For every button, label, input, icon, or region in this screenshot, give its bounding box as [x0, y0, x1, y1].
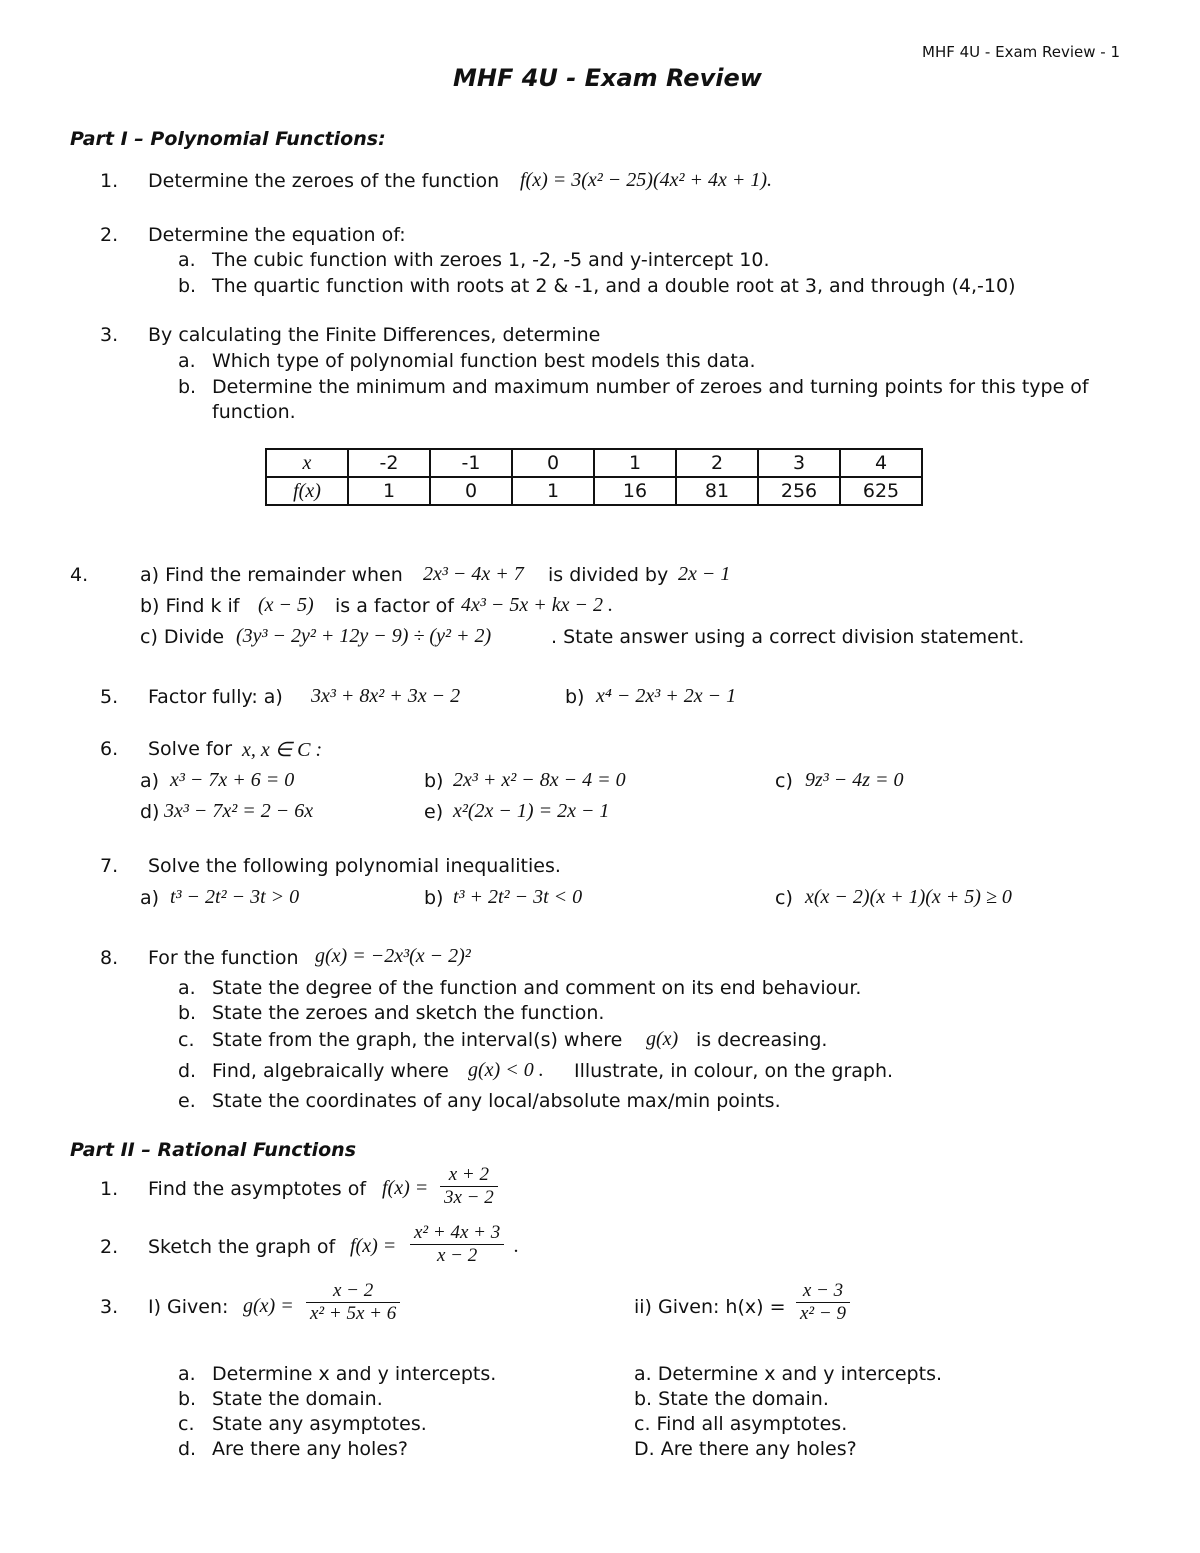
- q4c-text2: . State answer using a correct division statement.: [551, 626, 1025, 648]
- p2-q3-right-b: b. State the domain.: [634, 1388, 829, 1410]
- p2-q3-left-b-label: b.: [178, 1388, 197, 1410]
- p2-q2-fraction: [410, 1222, 504, 1267]
- q4-number: 4.: [70, 564, 89, 586]
- q6d-label: d): [140, 801, 160, 823]
- p2-q2-number: 2.: [100, 1236, 119, 1258]
- p2-q3-ii-fraction: [796, 1280, 850, 1325]
- table-cell: 3: [758, 449, 840, 477]
- q6a-label: a): [140, 770, 160, 792]
- q4a-text: a) Find the remainder when: [140, 564, 403, 586]
- q5a-math: 3x³ + 8x² + 3x − 2: [311, 685, 461, 707]
- q5b-label: b): [565, 686, 585, 708]
- table-cell: 625: [840, 477, 922, 505]
- q8d-label: d.: [178, 1060, 197, 1082]
- part1-heading: Part I – Polynomial Functions:: [70, 128, 386, 150]
- q7a-label: a): [140, 887, 160, 909]
- table-cell: 81: [676, 477, 758, 505]
- q5-text: Factor fully: a): [148, 686, 283, 708]
- p2-q3-i-fraction: [306, 1280, 400, 1325]
- q7b-math: t³ + 2t² − 3t < 0: [453, 886, 583, 908]
- table-cell: x: [266, 449, 348, 477]
- table-cell: -1: [430, 449, 512, 477]
- q4b-math1: (x − 5): [258, 594, 314, 616]
- q4b-text2: is a factor of: [335, 595, 454, 617]
- q7a-math: t³ − 2t² − 3t > 0: [170, 886, 300, 908]
- p2-q3-right-c: c. Find all asymptotes.: [634, 1413, 848, 1435]
- q2b-label: b.: [178, 275, 197, 297]
- q2-text: Determine the equation of:: [148, 224, 406, 246]
- fraction-numerator: x² + 4x + 3: [414, 1222, 501, 1243]
- q8c-math: g(x): [646, 1028, 679, 1050]
- q1-math: f(x) = 3(x² − 25)(4x² + 4x + 1).: [520, 169, 773, 191]
- table-cell: 2: [676, 449, 758, 477]
- p2-q2-period: .: [514, 1235, 519, 1257]
- q6b-label: b): [424, 770, 444, 792]
- q8c-label: c.: [178, 1029, 195, 1051]
- finite-differences-table: [265, 448, 923, 506]
- q3b-label: b.: [178, 376, 197, 398]
- p2-q2-lhs: f(x) =: [350, 1235, 397, 1257]
- q4b-math2: 4x³ − 5x + kx − 2 .: [461, 594, 613, 616]
- q7c-label: c): [775, 887, 793, 909]
- q6b-math: 2x³ + x² − 8x − 4 = 0: [453, 769, 626, 791]
- table-cell: 1: [348, 477, 430, 505]
- q2-number: 2.: [100, 224, 119, 246]
- q4c-math: (3y³ − 2y² + 12y − 9) ÷ (y² + 2): [236, 625, 492, 647]
- q6e-label: e): [424, 801, 444, 823]
- q2b-text: The quartic function with roots at 2 & -1, and a double root at 3, and through (4,-10): [212, 275, 1016, 297]
- fraction-numerator: x − 3: [802, 1280, 844, 1301]
- q8a-text: State the degree of the function and comment on its end behaviour.: [212, 977, 862, 999]
- fraction-denominator: 3x − 2: [440, 1186, 498, 1209]
- q8c-text2: is decreasing.: [696, 1029, 828, 1051]
- q8-text: For the function: [148, 947, 299, 969]
- q7-number: 7.: [100, 855, 119, 877]
- table-cell: f(x): [266, 477, 348, 505]
- fraction-numerator: x + 2: [448, 1164, 490, 1185]
- p2-q3-i-lhs: g(x) =: [243, 1295, 294, 1317]
- p2-q3-left-c: State any asymptotes.: [212, 1413, 427, 1435]
- q7c-math: x(x − 2)(x + 1)(x + 5) ≥ 0: [805, 886, 1012, 908]
- q5-number: 5.: [100, 686, 119, 708]
- table-cell: 1: [594, 449, 676, 477]
- q4b-text: b) Find k if: [140, 595, 240, 617]
- fraction-denominator: x − 2: [410, 1244, 504, 1267]
- q8b-text: State the zeroes and sketch the function.: [212, 1002, 605, 1024]
- p2-q3-left-c-label: c.: [178, 1413, 195, 1435]
- table-cell: 256: [758, 477, 840, 505]
- p2-q2-text: Sketch the graph of: [148, 1236, 336, 1258]
- q8e-text: State the coordinates of any local/absolute max/min points.: [212, 1090, 781, 1112]
- p2-q3-number: 3.: [100, 1296, 119, 1318]
- p2-q3-left-a: Determine x and y intercepts.: [212, 1363, 497, 1385]
- q8d-math: g(x) < 0 .: [468, 1059, 544, 1081]
- p2-q3-left-d: Are there any holes?: [212, 1438, 409, 1460]
- table-cell: 4: [840, 449, 922, 477]
- q3a-label: a.: [178, 350, 196, 372]
- q7b-label: b): [424, 887, 444, 909]
- q5b-math: x⁴ − 2x³ + 2x − 1: [596, 685, 737, 707]
- q4a-math2: 2x − 1: [678, 563, 731, 585]
- fraction-denominator: x² − 9: [796, 1302, 850, 1325]
- p2-q3-left-b: State the domain.: [212, 1388, 383, 1410]
- part2-heading: Part II – Rational Functions: [70, 1139, 357, 1161]
- q6c-math: 9z³ − 4z = 0: [805, 769, 904, 791]
- p2-q3-left-d-label: d.: [178, 1438, 197, 1460]
- q6a-math: x³ − 7x + 6 = 0: [170, 769, 295, 791]
- q6-text: Solve for: [148, 738, 233, 760]
- p2-q1-lhs: f(x) =: [382, 1177, 429, 1199]
- q8b-label: b.: [178, 1002, 197, 1024]
- p2-q1-text: Find the asymptotes of: [148, 1178, 367, 1200]
- table-cell: -2: [348, 449, 430, 477]
- q2a-text: The cubic function with zeroes 1, -2, -5 and y-intercept 10.: [212, 249, 770, 271]
- table-cell: 0: [430, 477, 512, 505]
- table-cell: 0: [512, 449, 594, 477]
- page-title: MHF 4U - Exam Review: [453, 64, 762, 92]
- q8e-label: e.: [178, 1090, 196, 1112]
- q3b-text-line1: Determine the minimum and maximum number of zeroes and turning points for this type of: [212, 376, 1089, 398]
- q4a-math1: 2x³ − 4x + 7: [423, 563, 524, 585]
- p2-q3-right-a: a. Determine x and y intercepts.: [634, 1363, 943, 1385]
- q2a-label: a.: [178, 249, 196, 271]
- q6d-math: 3x³ − 7x² = 2 − 6x: [164, 800, 314, 822]
- q3b-text-line2: function.: [212, 401, 296, 423]
- q4c-text: c) Divide: [140, 626, 225, 648]
- q3-text: By calculating the Finite Differences, determine: [148, 324, 601, 346]
- q7-text: Solve the following polynomial inequalities.: [148, 855, 561, 877]
- p2-q3-right-d: D. Are there any holes?: [634, 1438, 857, 1460]
- table-cell: 16: [594, 477, 676, 505]
- q8-function: g(x) = −2x³(x − 2)²: [315, 945, 471, 967]
- q8d-text2: Illustrate, in colour, on the graph.: [574, 1060, 894, 1082]
- q3-number: 3.: [100, 324, 119, 346]
- running-head: MHF 4U - Exam Review - 1: [922, 43, 1121, 61]
- table-row: [266, 449, 922, 477]
- p2-q3-ii-label: ii) Given: h(x) =: [634, 1296, 786, 1318]
- q8a-label: a.: [178, 977, 196, 999]
- q1-text: Determine the zeroes of the function: [148, 170, 500, 192]
- p2-q1-fraction: [440, 1164, 498, 1209]
- q8c-text: State from the graph, the interval(s) where: [212, 1029, 623, 1051]
- q6e-math: x²(2x − 1) = 2x − 1: [453, 800, 610, 822]
- q4a-text2: is divided by: [548, 564, 669, 586]
- fraction-numerator: x − 2: [332, 1280, 374, 1301]
- q6-set: x, x ∈ C :: [242, 739, 323, 761]
- q1-number: 1.: [100, 170, 119, 192]
- q6-number: 6.: [100, 738, 119, 760]
- p2-q3-i-label: I) Given:: [148, 1296, 229, 1318]
- q3a-text: Which type of polynomial function best models this data.: [212, 350, 756, 372]
- fraction-denominator: x² + 5x + 6: [306, 1302, 400, 1325]
- p2-q3-left-a-label: a.: [178, 1363, 196, 1385]
- p2-q1-number: 1.: [100, 1178, 119, 1200]
- q6c-label: c): [775, 770, 793, 792]
- table-cell: 1: [512, 477, 594, 505]
- table-row: [266, 477, 922, 505]
- q8d-text: Find, algebraically where: [212, 1060, 449, 1082]
- q8-number: 8.: [100, 947, 119, 969]
